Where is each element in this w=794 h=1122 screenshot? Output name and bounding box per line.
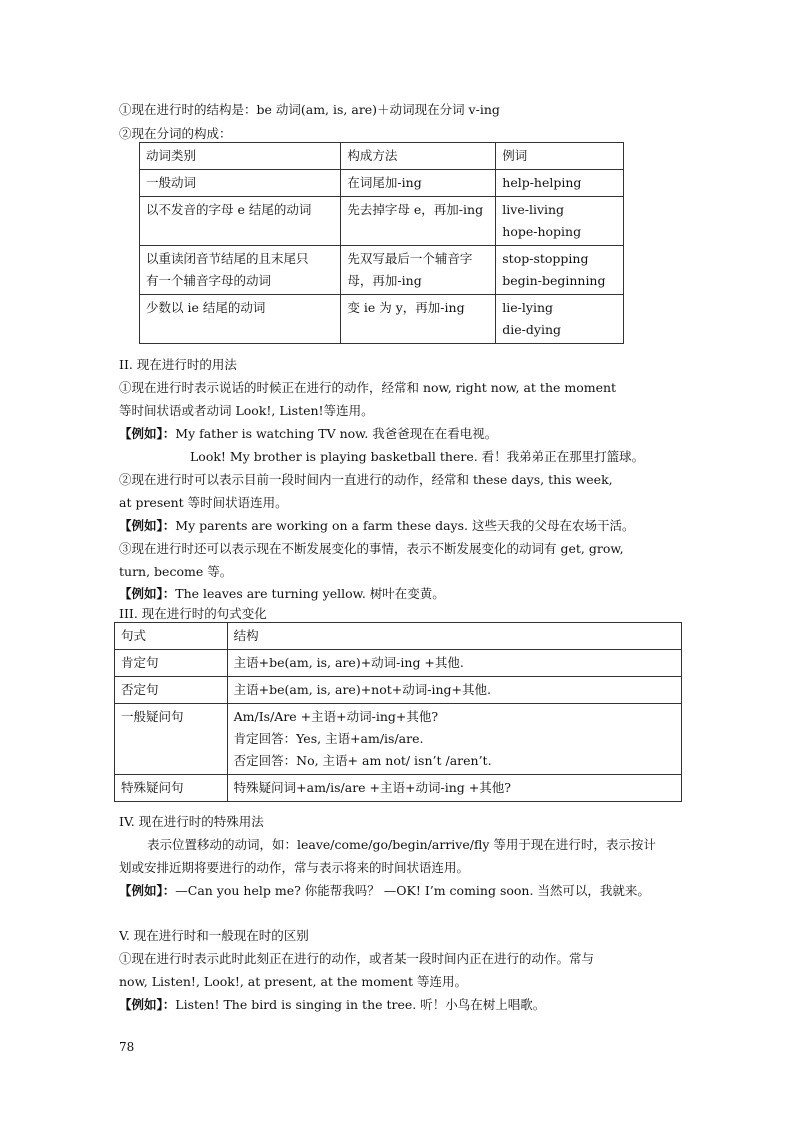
table-cell: 先去掉字母 e，再加-ing <box>341 197 496 246</box>
table-row <box>115 650 682 677</box>
example-line: 【例如】：The leaves are turning yellow. 树叶在变黄。 <box>119 586 445 601</box>
table-cell: Am/Is/Are +主语+动词-ing+其他? 肯定回答：Yes, 主语+am/is/are. 否定回答：No, 主语+ am not/ isn’t /aren’t. <box>227 704 681 775</box>
paragraph-line: ②现在进行时可以表示目前一段时间内一直进行的动作，经常和 these days, this week, <box>119 472 613 487</box>
table-header-row <box>140 143 624 170</box>
section-4-title: IV. 现在进行时的特殊用法 <box>119 814 264 829</box>
example-line: Look! My brother is playing basketball there. 看！我弟弟正在那里打篮球。 <box>190 449 645 464</box>
example-line: 【例如】：My father is watching TV now. 我爸爸现在在看电视。 <box>119 426 498 441</box>
paragraph-line: 划或安排近期将要进行的动作，常与表示将来的时间状语连用。 <box>119 860 470 875</box>
example-line: 【例如】：—Can you help me? 你能帮我吗？ —OK! I’m coming soon. 当然可以，我就来。 <box>119 883 650 898</box>
example-line: 【例如】：Listen! The bird is singing in the tree. 听！小鸟在树上唱歌。 <box>119 997 546 1012</box>
paragraph-line: 表示位置移动的动词，如：leave/come/go/begin/arrive/fly 等用于现在进行时，表示按计 <box>147 837 656 852</box>
table-cell: 主语+be(am, is, are)+not+动词-ing+其他. <box>227 677 681 704</box>
table-row <box>115 704 682 775</box>
example-line: 【例如】：My parents are working on a farm these days. 这些天我的父母在农场干活。 <box>119 518 635 533</box>
section-5-title: V. 现在进行时和一般现在时的区别 <box>119 928 309 943</box>
table-row <box>115 775 682 802</box>
table-cell: 在词尾加-ing <box>341 170 496 197</box>
table-cell: 先双写最后一个辅音字 母，再加-ing <box>341 246 496 295</box>
paragraph-line: 等时间状语或者动词 Look!, Listen!等连用。 <box>119 403 374 418</box>
table-row <box>140 170 624 197</box>
paragraph-line: ①现在进行时表示说话的时候正在进行的动作，经常和 now, right now, at the moment <box>119 380 617 395</box>
example-label: 【例如】： <box>119 426 176 441</box>
header-cell: 构成方法 <box>341 143 496 170</box>
header-cell: 例词 <box>496 143 624 170</box>
table-cell: help-helping <box>496 170 624 197</box>
paragraph-line: now, Listen!, Look!, at present, at the moment 等连用。 <box>119 974 468 989</box>
table-cell: 少数以 ie 结尾的动词 <box>140 295 341 344</box>
table-header-row <box>115 623 682 650</box>
table-row <box>140 295 624 344</box>
page-number: 78 <box>119 1040 135 1054</box>
structure-line: ①现在进行时的结构是：be 动词(am, is, are)＋动词现在分词 v-ing <box>119 102 500 117</box>
section-3-title: III. 现在进行时的句式变化 <box>119 606 267 621</box>
table-row <box>140 246 624 295</box>
participle-table <box>139 142 624 344</box>
table-cell: 一般动词 <box>140 170 341 197</box>
header-cell: 动词类别 <box>140 143 341 170</box>
sentence-pattern-table <box>114 622 682 802</box>
table-row <box>140 197 624 246</box>
table-cell: 主语+be(am, is, are)+动词-ing +其他. <box>227 650 681 677</box>
table-cell: 否定句 <box>115 677 228 704</box>
table-cell: 特殊疑问词+am/is/are +主语+动词-ing +其他? <box>227 775 681 802</box>
paragraph-line: turn, become 等。 <box>119 564 233 579</box>
header-cell: 结构 <box>227 623 681 650</box>
header-cell: 句式 <box>115 623 228 650</box>
example-label: 【例如】： <box>119 518 176 533</box>
table-cell: 以重读闭音节结尾的且末尾只 有一个辅音字母的动词 <box>140 246 341 295</box>
table-row <box>115 677 682 704</box>
table-cell: 一般疑问句 <box>115 704 228 775</box>
paragraph-line: at present 等时间状语连用。 <box>119 495 288 510</box>
table-cell: 肯定句 <box>115 650 228 677</box>
table-cell: 以不发音的字母 e 结尾的动词 <box>140 197 341 246</box>
participle-title: ②现在分词的构成： <box>119 126 232 141</box>
example-label: 【例如】： <box>119 997 176 1012</box>
table-cell: 变 ie 为 y，再加-ing <box>341 295 496 344</box>
example-label: 【例如】： <box>119 883 176 898</box>
paragraph-line: ①现在进行时表示此时此刻正在进行的动作，或者某一段时间内正在进行的动作。常与 <box>119 951 595 966</box>
table-cell: lie-lying die-dying <box>496 295 624 344</box>
table-cell: stop-stopping begin-beginning <box>496 246 624 295</box>
section-2-title: II. 现在进行时的用法 <box>119 357 237 372</box>
paragraph-line: ③现在进行时还可以表示现在不断发展变化的事情，表示不断发展变化的动词有 get, grow, <box>119 541 624 556</box>
table-cell: live-living hope-hoping <box>496 197 624 246</box>
example-label: 【例如】： <box>119 586 176 601</box>
table-cell: 特殊疑问句 <box>115 775 228 802</box>
